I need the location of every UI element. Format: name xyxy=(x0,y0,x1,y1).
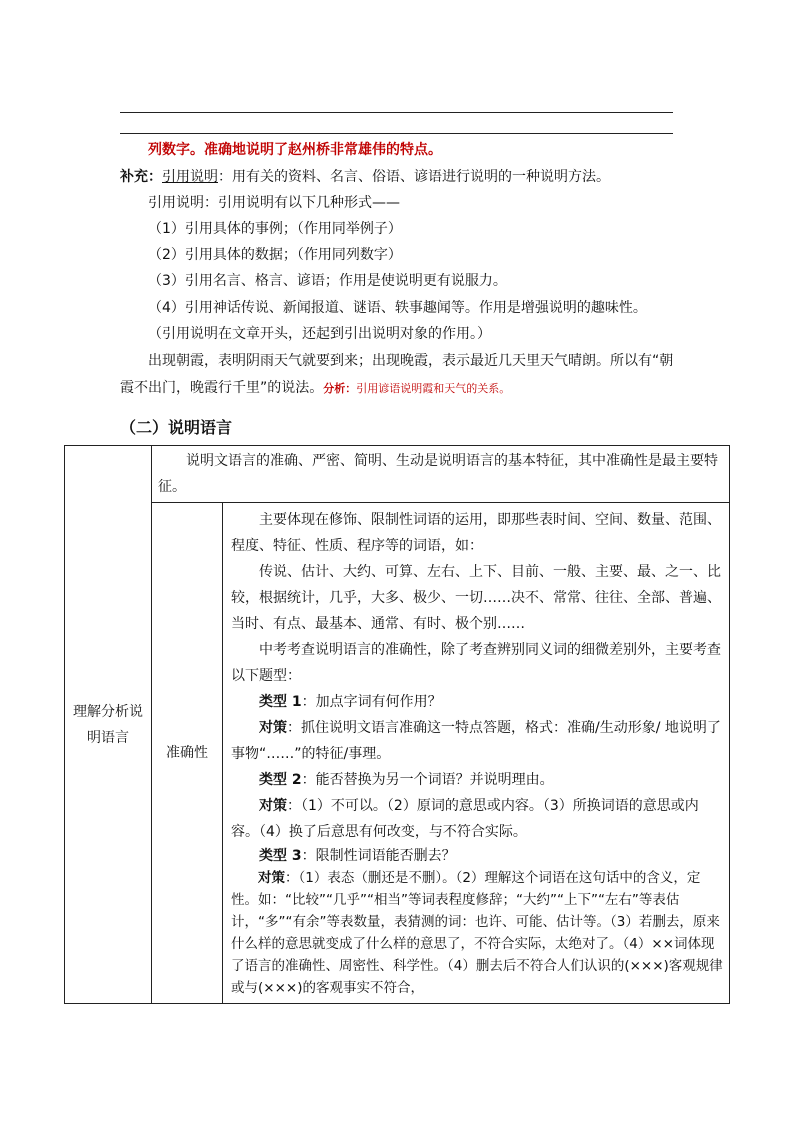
accuracy-para-3: 中考考查说明语言的准确性，除了考查辨别同义词的细微差别外，主要考查以下题型： xyxy=(231,642,721,684)
type-1-text: ：加点字词有何作用？ xyxy=(301,694,442,710)
language-table xyxy=(64,445,730,1004)
type-2-question xyxy=(231,767,723,793)
supplement-definition-text: ：用有关的资料、名言、俗语、谚语进行说明的一种说明方法。 xyxy=(218,169,610,185)
row-label: 理解分析说明语言 xyxy=(73,703,143,746)
header-rule-bottom xyxy=(120,133,673,134)
example-line-2-text: 霞不出门，晚霞行千里”的说法。 xyxy=(120,380,324,396)
section-heading: （二）说明语言 xyxy=(120,418,233,437)
row-label-cell xyxy=(65,446,152,1004)
type-1-strategy-label: 对策 xyxy=(259,720,287,736)
type-1-question xyxy=(231,689,723,715)
type-3-text: ：限制性词语能否删去？ xyxy=(301,848,456,864)
sub-label: 准确性 xyxy=(166,745,208,761)
type-3-question xyxy=(231,845,723,867)
form-item-1: （1）引用具体的事例；（作用同举例子） xyxy=(148,221,402,237)
type-3-strategy xyxy=(231,867,723,999)
type-3-strategy-label: 对策 xyxy=(258,870,285,886)
supplement-term: 引用说明 xyxy=(162,169,218,185)
example-line-2 xyxy=(120,379,510,398)
accuracy-para-1: 主要体现在修饰、限制性词语的运用，即那些表时间、空间、数量、范围、程度、特征、性质、程序等的词语，如： xyxy=(231,512,721,554)
supplement-definition xyxy=(120,168,610,186)
form-item-3: （3）引用名言、格言、谚语；作用是使说明更有说服力。 xyxy=(148,273,507,289)
supplement-label: 补充： xyxy=(120,169,162,185)
type-2-strategy-label: 对策 xyxy=(259,798,287,814)
type-1-label: 类型 1 xyxy=(259,694,302,710)
analysis-label: 分析： xyxy=(323,382,357,395)
header-rule-top xyxy=(120,112,673,113)
type-3-label: 类型 3 xyxy=(259,848,302,864)
type-1-strategy-text: ：抓住说明文语言准确这一特点答题，格式：准确/生动形象/ 地说明了事物“……”的特征/事理。 xyxy=(231,720,721,762)
table-accuracy-row xyxy=(65,503,730,1004)
type-2-strategy xyxy=(231,793,723,845)
example-line-1: 出现朝霞，表明阴雨天气就要到来；出现晚霞，表示最近几天里天气晴朗。所以有“朝 xyxy=(148,353,674,369)
form-item-note: （引用说明在文章开头，还起到引出说明对象的作用。） xyxy=(148,326,491,342)
type-2-text: ：能否替换为另一个词语？并说明理由。 xyxy=(301,772,554,788)
form-item-4: （4）引用神话传说、新闻报道、谜语、轶事趣闻等。作用是增强说明的趣味性。 xyxy=(148,300,647,316)
type-3-strategy-text: ：（1）表态（删还是不删）。（2）理解这个词语在这句话中的含义，定性。如：“比较”“几乎”“相当”等词表程度修辞；“大约”“上下”“左右”等表估计，“多”“有余”等表数量，表猜测的词：也许、可能、估计等。（3）若删去，原来什么样的意思就变成了什么样的意思了，不符合实际，太绝对了。（4）××词体现了语言的准确性、周密性、科学性。（4）删去后不符合人们认识的(×××)客观规律或与(×××)的客观事实不符合， xyxy=(231,870,723,996)
sub-label-cell xyxy=(152,503,223,1004)
intro-text: 说明文语言的准确、严密、简明、生动是说明语言的基本特征，其中准确性是最主要特征。 xyxy=(158,453,718,495)
intro-cell xyxy=(152,446,730,503)
forms-intro: 引用说明：引用说明有以下几种形式—— xyxy=(148,195,400,211)
type-2-label: 类型 2 xyxy=(259,772,302,788)
form-item-2: （2）引用具体的数据；（作用同列数字） xyxy=(148,247,402,263)
accuracy-content-cell xyxy=(223,503,730,1004)
analysis-text: 引用谚语说明霞和天气的关系。 xyxy=(356,382,511,395)
red-summary-line: 列数字。准确地说明了赵州桥非常雄伟的特点。 xyxy=(148,142,442,158)
type-2-strategy-text: ：（1）不可以。（2）原词的意思或内容。（3）所换词语的意思或内容。（4）换了后意思有何改变，与不符合实际。 xyxy=(231,798,699,840)
type-1-strategy xyxy=(231,715,723,767)
table-intro-row xyxy=(65,446,730,503)
accuracy-para-2: 传说、估计、大约、可算、左右、上下、目前、一般、主要、最、之一、比较，根据统计，几乎，大多、极少、一切……决不、常常、往往、全部、普遍、当时、有点、最基本、通常、有时、极个别…… xyxy=(231,564,721,632)
